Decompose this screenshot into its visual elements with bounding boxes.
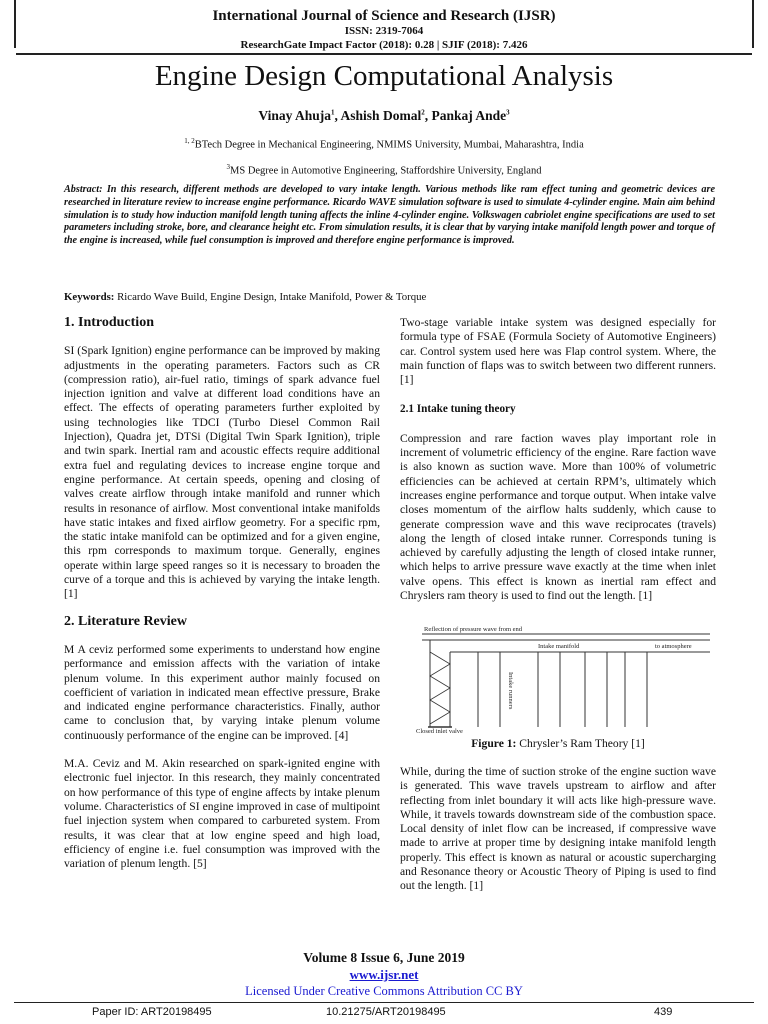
left-column: [64, 316, 380, 871]
header-rule: [16, 53, 752, 55]
right-column-bottom: [400, 765, 716, 894]
keywords-text: Ricardo Wave Build, Engine Design, Intake Manifold, Power & Torque: [117, 291, 427, 303]
affiliation-sup: 1, 2: [184, 137, 195, 145]
author-sup: 1: [331, 108, 335, 117]
author-name: Ashish Domal: [340, 108, 422, 123]
journal-issn: ISSN: 2319-7064: [344, 25, 424, 37]
journal-impact: ResearchGate Impact Factor (2018): 0.28 | SJIF (2018): 7.426: [240, 39, 528, 51]
figure-ram-theory: [410, 622, 722, 734]
right-paragraph-3: While, during the time of suction stroke of the engine suction wave is generated. This wave travels upstream to airflow and after reflecting from inlet boundary it will acts like high-pressure wave. While, it travels towards downstream side of the combustion space. Local density of inlet flow can be increased, if compressive wave made to arrive at proper time by designing intake manifold length properly. This effect is known as natural or acoustic supercharging and Resonance theory or Acoustic Theory of Piping is used to find out the length. [1]: [400, 765, 716, 893]
right-column-top: [400, 316, 716, 603]
keywords-label: Keywords:: [64, 291, 115, 303]
author-name: Pankaj Ande: [431, 108, 507, 123]
footer-website-link[interactable]: www.ijsr.net: [349, 967, 419, 982]
diagram-label-atmosphere: to atmosphere: [655, 643, 692, 650]
footer-website-wrap: [0, 967, 768, 983]
author-sup: 3: [506, 108, 510, 117]
author-name: Vinay Ahuja: [258, 108, 332, 123]
footer-page-number: 439: [654, 1006, 673, 1018]
author-list: [0, 108, 768, 124]
diagram-label-runners: Intake runners: [507, 672, 514, 710]
section-heading-literature: 2. Literature Review: [64, 613, 187, 629]
literature-paragraph-2: M.A. Ceviz and M. Akin researched on spark-ignited engine with electronic fuel injector. In this research, they mainly concentrated on how performance of this type of engine affects by intake plenum volume. Characteristics of SI engine improved in case of multipoint fuel injection system when compared to carbureted system. From results, it was clear that at low engine speed and high load, efficiency of engine i.e. fuel consumption was improved with the variation of plenum length. [5]: [64, 757, 380, 871]
abstract-text: In this research, different methods are developed to vary intake length. Various methods like ram effect tuning and geometric devices are researched in literature review to increase engine performance. Ricardo WAVE simulation software is used to simulate 4-cylinder engine. Main aim behind simulation is to study how induction manifold length tuning affects the inline 4-cylinder engine. Volkswagen cabriolet engine specifications are used to set parameters including stroke, bore, and clearance height etc. From simulation results, it is clear that by varying intake manifold length power and torque of the engine is increased, while fuel consumption is improved and therefore engine performance is improved.: [64, 184, 715, 247]
figure-caption: [400, 737, 716, 750]
abstract-label: Abstract:: [64, 184, 103, 195]
literature-paragraph-1: M A ceviz performed some experiments to understand how engine performance and emission affects with the variation of intake plenum volume. In this experiment author mainly focused on coefficient of variation in indicated mean effective pressure, Brake and indicated engine performance characteristics. Finally, author came to conclusion that, by varying intake plenum volume continuously performance of the engine can be improved. [4]: [64, 642, 380, 742]
figure-caption-text: Chrysler’s Ram Theory [1]: [516, 737, 645, 750]
affiliation-text: MS Degree in Automotive Engineering, Staffordshire University, England: [230, 165, 542, 177]
intro-paragraph: SI (Spark Ignition) engine performance can be improved by making adjustments in the operating parameters. Factors such as CR (compression ratio), air-fuel ratio, timings of spark advance fuel injection ignition and valve at different load conditions have an effect. The effects of operating parameters further exploited by using technologies like TDCI (Turbo Diesel Common Rail Injection), Quadra jet, DTSi (Digital Twin Spark Ignition), triple and twin spark. Inertial ram and acoustic effects require additional extra fuel and regulating devices to increase engine torque and engine performance. At certain speeds, opening and closing of valves create airflow through intake manifold and runner which results in resonance of airflow. Most conventional intake manifolds have static intakes and fixed airflow geometry. For a specific rpm, the static intake manifold can be optimized and for a given engine, this rpm corresponds to maximum torque. Generally, engines operate within large speed ranges so it is necessary to broaden the curve of a torque and this is achieved by varying the intake length. [1]: [64, 344, 380, 601]
footer-paper-id: Paper ID: ART20198495: [92, 1006, 212, 1018]
footer-license-link[interactable]: Licensed Under Creative Commons Attribution CC BY: [245, 984, 523, 998]
diagram-label-manifold: Intake manifold: [538, 643, 580, 650]
affiliation-sup: 3: [226, 163, 231, 171]
footer-doi: 10.21275/ART20198495: [326, 1006, 446, 1018]
subsection-heading-intake-tuning: 2.1 Intake tuning theory: [400, 403, 516, 416]
abstract: [64, 184, 715, 248]
affiliation-1: [0, 137, 768, 151]
affiliation-text: BTech Degree in Mechanical Engineering, NMIMS University, Mumbai, Maharashtra, India: [194, 139, 584, 151]
section-heading-introduction: 1. Introduction: [64, 315, 154, 330]
diagram-pressure-wave: [430, 652, 450, 724]
keywords: [64, 291, 715, 303]
diagram-label-reflection: Reflection of pressure wave from end: [424, 626, 523, 633]
footer-volume: Volume 8 Issue 6, June 2019: [303, 950, 465, 965]
right-paragraph-2: Compression and rare faction waves play important role in increment of volumetric efficiency of the engine. Rare faction wave is also known as suction wave. More than 100% of volumetric efficiencies can be achieved at certain RPM’s, ultimately which increases engine performance and torque output. When intake valve closes momentum of the airflow halts suddenly, which cause to generate compression wave and this wave reciprocates (travels) along the length of closed intake runner. Corresponds tuning is achieved by carefully adjusting the length of closed intake runner, which helps to arrive pressure wave exactly at the time when inlet valve opens. This effect is known as inertial ram effect and Chryslers ram theory is used to find out the length. [1]: [400, 431, 716, 603]
diagram-label-valve: Closed inlet valve: [416, 728, 463, 734]
affiliation-2: [0, 163, 768, 177]
author-sup: 2: [421, 108, 425, 117]
right-paragraph-1: Two-stage variable intake system was designed especially for formula type of FSAE (Formula Society of Automotive Engineers) car. Control system used here was Flap control system. Where, the main function of flaps was to switch between two different runners. [1]: [400, 316, 716, 387]
ram-theory-diagram: [410, 622, 722, 734]
footer-rule: [14, 1002, 754, 1003]
figure-caption-label: Figure 1:: [471, 737, 517, 750]
footer-license-wrap: [0, 984, 768, 999]
journal-name: International Journal of Science and Research (IJSR): [212, 8, 556, 24]
paper-title: Engine Design Computational Analysis: [154, 60, 614, 92]
author-sep: ,: [334, 108, 341, 123]
author-sep: ,: [424, 108, 432, 123]
